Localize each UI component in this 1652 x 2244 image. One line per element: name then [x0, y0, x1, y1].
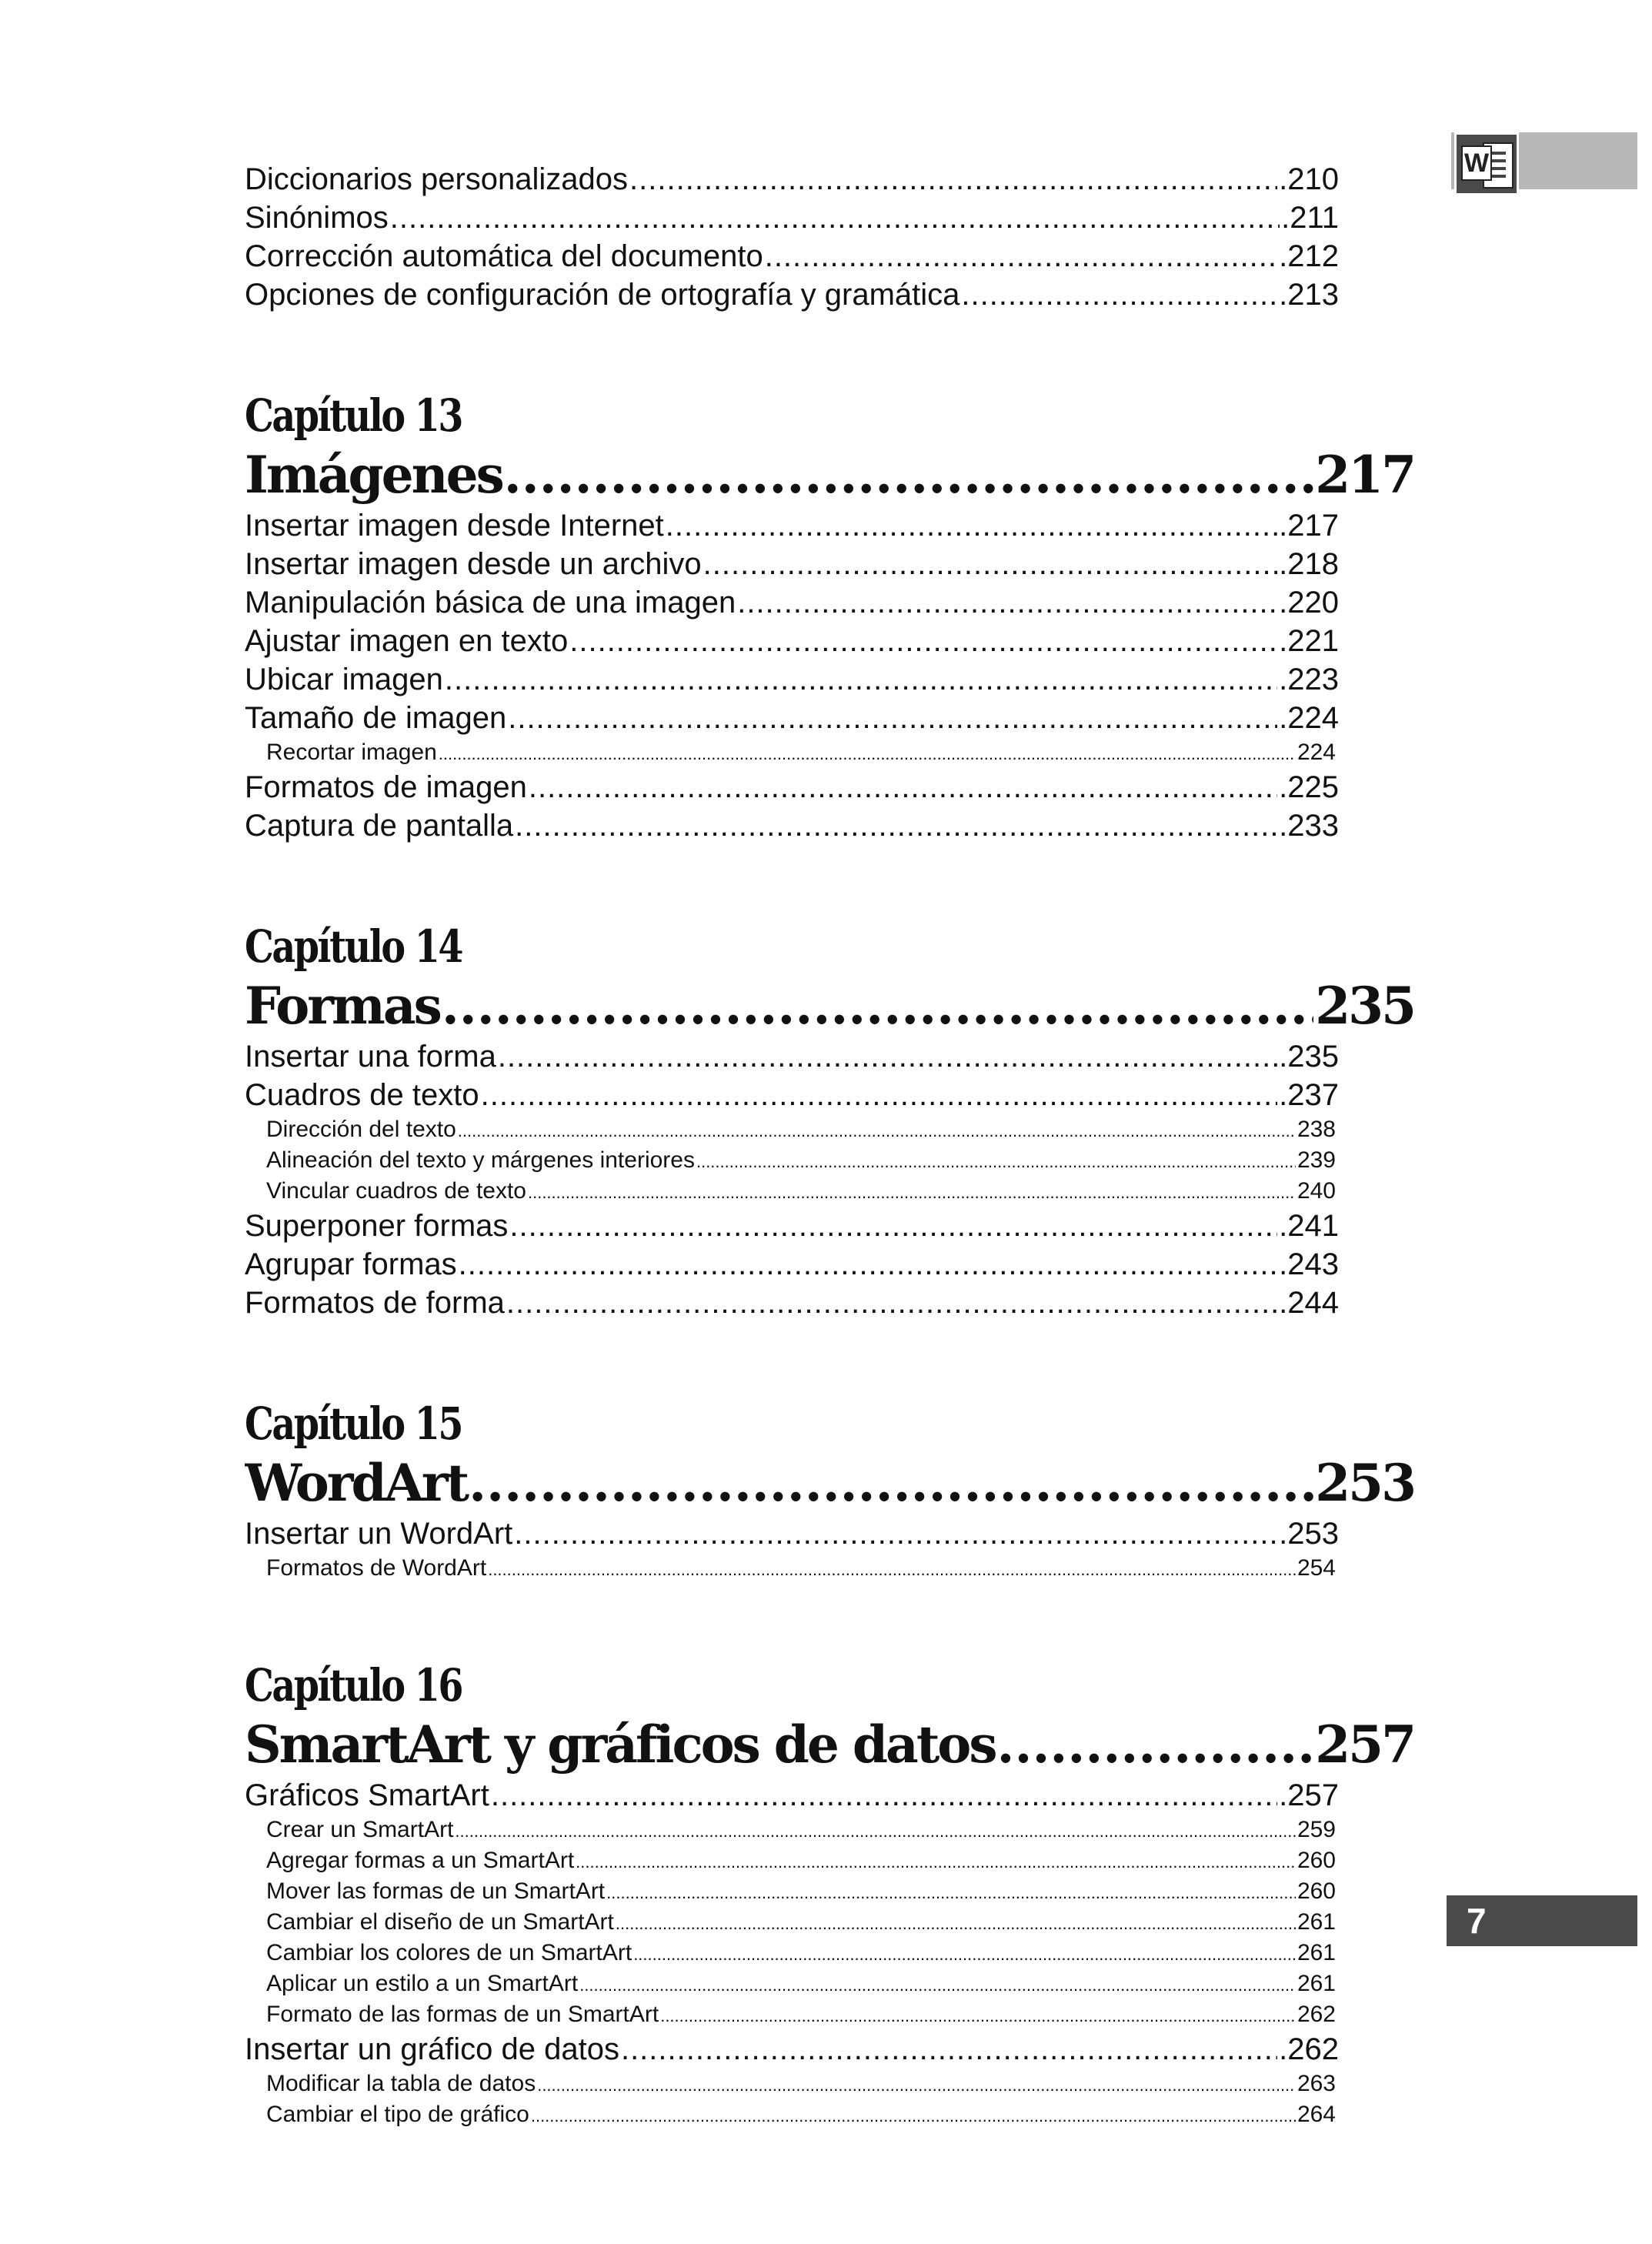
chapter-number: Capítulo 14 — [245, 920, 462, 973]
dot-leader — [703, 545, 1277, 583]
toc-entry-label: Dirección del texto — [266, 1117, 456, 1142]
chapter-block — [245, 919, 1414, 1322]
toc-entry-label: Diccionarios personalizados — [245, 162, 629, 196]
toc-entry-label: Modificar la tabla de datos — [266, 2071, 536, 2096]
dot-leader — [506, 1284, 1277, 1322]
dot-leader — [508, 699, 1277, 737]
toc-entry-page: 224 — [1297, 740, 1336, 765]
toc-entry[interactable] — [245, 545, 1339, 583]
toc-entry-page: .257 — [1279, 1778, 1339, 1812]
dot-leader — [606, 1878, 1296, 1907]
toc-entry-page: .253 — [1279, 1517, 1339, 1551]
dot-leader — [509, 1207, 1277, 1245]
toc-entry-label: Insertar un gráfico de datos — [245, 2032, 619, 2066]
toc-entry-label: Formato de las formas de un SmartArt — [266, 2002, 659, 2027]
toc-entry[interactable] — [245, 1076, 1339, 1114]
toc-entry-label: Superponer formas — [245, 1209, 509, 1243]
toc-entry-label: Insertar un WordArt — [245, 1517, 513, 1551]
chapter-number: Capítulo 15 — [245, 1397, 462, 1450]
toc-subentry[interactable] — [245, 1145, 1336, 1176]
dot-leader — [491, 1776, 1277, 1815]
dot-leader — [569, 622, 1277, 660]
toc-entry-page: .223 — [1279, 663, 1339, 696]
dot-leader — [579, 1970, 1296, 1999]
toc-subentry[interactable] — [245, 1815, 1336, 1845]
toc-entry[interactable] — [245, 660, 1339, 699]
toc-subentry[interactable] — [245, 1845, 1336, 1876]
chapter-title: Formas — [245, 976, 440, 1036]
toc-entry-page: 259 — [1297, 1817, 1336, 1842]
dot-leader — [469, 1451, 1313, 1514]
toc-entry[interactable] — [245, 622, 1339, 660]
toc-entry[interactable] — [245, 583, 1339, 622]
toc-entry-page: 261 — [1297, 1971, 1336, 1996]
toc-entry-page: .217 — [1279, 509, 1339, 543]
chapter-page: 235 — [1315, 976, 1414, 1036]
toc-entry-label: Aplicar un estilo a un SmartArt — [266, 1971, 579, 1996]
dot-leader — [616, 1908, 1296, 1938]
toc-subentry[interactable] — [245, 2069, 1336, 2099]
word-app-icon — [1454, 132, 1519, 195]
dot-leader — [390, 199, 1280, 237]
dot-leader — [459, 1245, 1277, 1284]
page-number-tab — [1447, 1895, 1637, 1946]
dot-leader — [660, 2001, 1296, 2030]
toc-entry-label: Insertar imagen desde un archivo — [245, 547, 702, 581]
dot-leader — [737, 583, 1277, 622]
dot-leader — [633, 1939, 1296, 1969]
toc-entry-label: Tamaño de imagen — [245, 701, 507, 735]
dot-leader — [629, 160, 1277, 199]
chapter-title: Imágenes — [245, 445, 502, 505]
toc-entry-label: Gráficos SmartArt — [245, 1778, 489, 1812]
toc-entry-label: Insertar una forma — [245, 1040, 496, 1074]
toc-entry[interactable] — [245, 768, 1339, 806]
toc-entry-label: Insertar imagen desde Internet — [245, 509, 664, 543]
dot-leader — [455, 1816, 1296, 1845]
dot-leader — [765, 237, 1277, 275]
toc-entry-page: .211 — [1281, 201, 1339, 235]
dot-leader — [488, 1554, 1296, 1584]
toc-entry[interactable] — [245, 1284, 1339, 1322]
dot-leader — [996, 1713, 1313, 1776]
dot-leader — [498, 1037, 1277, 1076]
toc-entry[interactable] — [245, 199, 1339, 237]
toc-entry-label: Manipulación básica de una imagen — [245, 586, 736, 619]
toc-entry-label: Sinónimos — [245, 201, 389, 235]
toc-entry-page: 262 — [1297, 2002, 1336, 2027]
dot-leader — [528, 1177, 1296, 1207]
toc-entry[interactable] — [245, 1037, 1339, 1076]
toc-entry-label: Cambiar el diseño de un SmartArt — [266, 1909, 614, 1935]
toc-entry-label: Cambiar los colores de un SmartArt — [266, 1940, 632, 1965]
toc-entry-page: 261 — [1297, 1940, 1336, 1965]
toc-entry-label: Alineación del texto y márgenes interiores — [266, 1147, 695, 1173]
toc-entry-label: Cuadros de texto — [245, 1078, 479, 1112]
dot-leader — [666, 506, 1277, 545]
chapter-page: 217 — [1315, 445, 1414, 505]
dot-leader — [458, 1116, 1296, 1145]
toc-entry-page: .262 — [1279, 2032, 1339, 2066]
dot-leader — [504, 443, 1313, 506]
dot-leader — [515, 806, 1277, 845]
toc-subentry[interactable] — [245, 2099, 1336, 2130]
toc-entry-label: Vincular cuadros de texto — [266, 1178, 526, 1204]
toc-entry[interactable] — [245, 699, 1339, 737]
dot-leader — [514, 1514, 1277, 1553]
toc-entry-page: .225 — [1279, 770, 1339, 804]
toc-entry-label: Corrección automática del documento — [245, 239, 763, 273]
toc-subentry[interactable] — [245, 737, 1336, 768]
toc-entry[interactable] — [245, 1245, 1339, 1284]
chapter-title: WordArt — [245, 1453, 468, 1513]
toc-entry-label: Agregar formas a un SmartArt — [266, 1848, 575, 1873]
toc-entry-page: 261 — [1297, 1909, 1336, 1935]
toc-subentry[interactable] — [245, 1938, 1336, 1969]
dot-leader — [439, 739, 1296, 768]
toc-intro-section — [245, 160, 1337, 314]
toc-chapters — [245, 388, 1414, 2130]
chapter-page: 257 — [1315, 1715, 1414, 1775]
toc-entry[interactable] — [245, 237, 1339, 275]
toc-subentry[interactable] — [245, 1907, 1336, 1938]
toc-entry-label: Formatos de forma — [245, 1286, 505, 1320]
dot-leader — [442, 974, 1313, 1037]
chapter-block — [245, 1658, 1414, 2130]
table-of-contents — [245, 160, 1414, 2130]
toc-entry[interactable] — [245, 160, 1339, 199]
dot-leader — [696, 1147, 1296, 1176]
toc-entry-page: 239 — [1297, 1147, 1336, 1173]
chapter-block — [245, 388, 1414, 845]
dot-leader — [621, 2030, 1277, 2069]
chapter-block — [245, 1396, 1414, 1584]
toc-entry[interactable] — [245, 1207, 1339, 1245]
toc-subentry[interactable] — [245, 1176, 1336, 1207]
toc-entry[interactable] — [245, 1776, 1339, 1815]
chapter-page: 253 — [1315, 1453, 1414, 1513]
dot-leader — [529, 768, 1277, 806]
toc-entry-page: 263 — [1297, 2071, 1336, 2096]
toc-subentry[interactable] — [245, 1553, 1336, 1584]
chapter-number: Capítulo 16 — [245, 1659, 462, 1711]
dot-leader — [445, 660, 1277, 699]
chapter-title-entry[interactable] — [245, 1451, 1414, 1514]
toc-entry-label: Formatos de imagen — [245, 770, 527, 804]
toc-entry-label: Ubicar imagen — [245, 663, 443, 696]
toc-entry-page: .241 — [1279, 1209, 1339, 1243]
toc-entry[interactable] — [245, 2030, 1339, 2069]
dot-leader — [576, 1847, 1296, 1876]
toc-entry-page: 240 — [1297, 1178, 1336, 1204]
toc-entry-page: 260 — [1297, 1878, 1336, 1904]
toc-entry-page: .243 — [1279, 1247, 1339, 1281]
toc-subentry[interactable] — [245, 1876, 1336, 1907]
chapter-title-entry[interactable] — [245, 443, 1414, 506]
dot-leader — [481, 1076, 1278, 1114]
toc-entry-label: Cambiar el tipo de gráfico — [266, 2102, 529, 2127]
toc-entry-label: Agrupar formas — [245, 1247, 457, 1281]
toc-subentry[interactable] — [245, 1114, 1336, 1145]
toc-entry-page: .213 — [1279, 278, 1339, 312]
chapter-title: SmartArt y gráficos de datos — [245, 1715, 996, 1775]
word-letter: W — [1461, 145, 1492, 181]
toc-entry-label: Ajustar imagen en texto — [245, 624, 569, 658]
toc-entry-page: 238 — [1297, 1117, 1336, 1142]
toc-entry-page: .233 — [1279, 809, 1339, 843]
toc-entry-page: .220 — [1279, 586, 1339, 619]
dot-leader — [531, 2101, 1296, 2130]
toc-entry-label: Opciones de configuración de ortografía y gramática — [245, 278, 960, 312]
toc-entry[interactable] — [245, 506, 1339, 545]
toc-entry-page: 254 — [1297, 1555, 1336, 1581]
toc-entry-page: .224 — [1279, 701, 1339, 735]
toc-entry-page: .221 — [1279, 624, 1339, 658]
page-number: 7 — [1467, 1901, 1487, 1941]
toc-entry-page: 264 — [1297, 2102, 1336, 2127]
toc-entry-page: .210 — [1279, 162, 1339, 196]
toc-entry-page: .244 — [1279, 1286, 1339, 1320]
toc-entry-label: Recortar imagen — [266, 740, 437, 765]
chapter-number: Capítulo 13 — [245, 389, 462, 442]
toc-entry-page: 260 — [1297, 1848, 1336, 1873]
toc-entry-label: Crear un SmartArt — [266, 1817, 454, 1842]
toc-entry[interactable] — [245, 806, 1339, 845]
toc-entry[interactable] — [245, 275, 1339, 314]
toc-subentry[interactable] — [245, 1969, 1336, 1999]
toc-entry-label: Captura de pantalla — [245, 809, 514, 843]
toc-entry-page: .218 — [1279, 547, 1339, 581]
toc-entry-label: Mover las formas de un SmartArt — [266, 1878, 606, 1904]
dot-leader — [961, 275, 1277, 314]
toc-entry-page: .235 — [1279, 1040, 1339, 1074]
toc-entry-page: .237 — [1279, 1078, 1339, 1112]
toc-entry-label: Formatos de WordArt — [266, 1555, 487, 1581]
dot-leader — [537, 2070, 1296, 2099]
toc-entry-page: .212 — [1279, 239, 1339, 273]
chapter-title-entry[interactable] — [245, 1713, 1414, 1776]
toc-subentry[interactable] — [245, 1999, 1336, 2030]
toc-entry[interactable] — [245, 1514, 1339, 1553]
chapter-title-entry[interactable] — [245, 974, 1414, 1037]
